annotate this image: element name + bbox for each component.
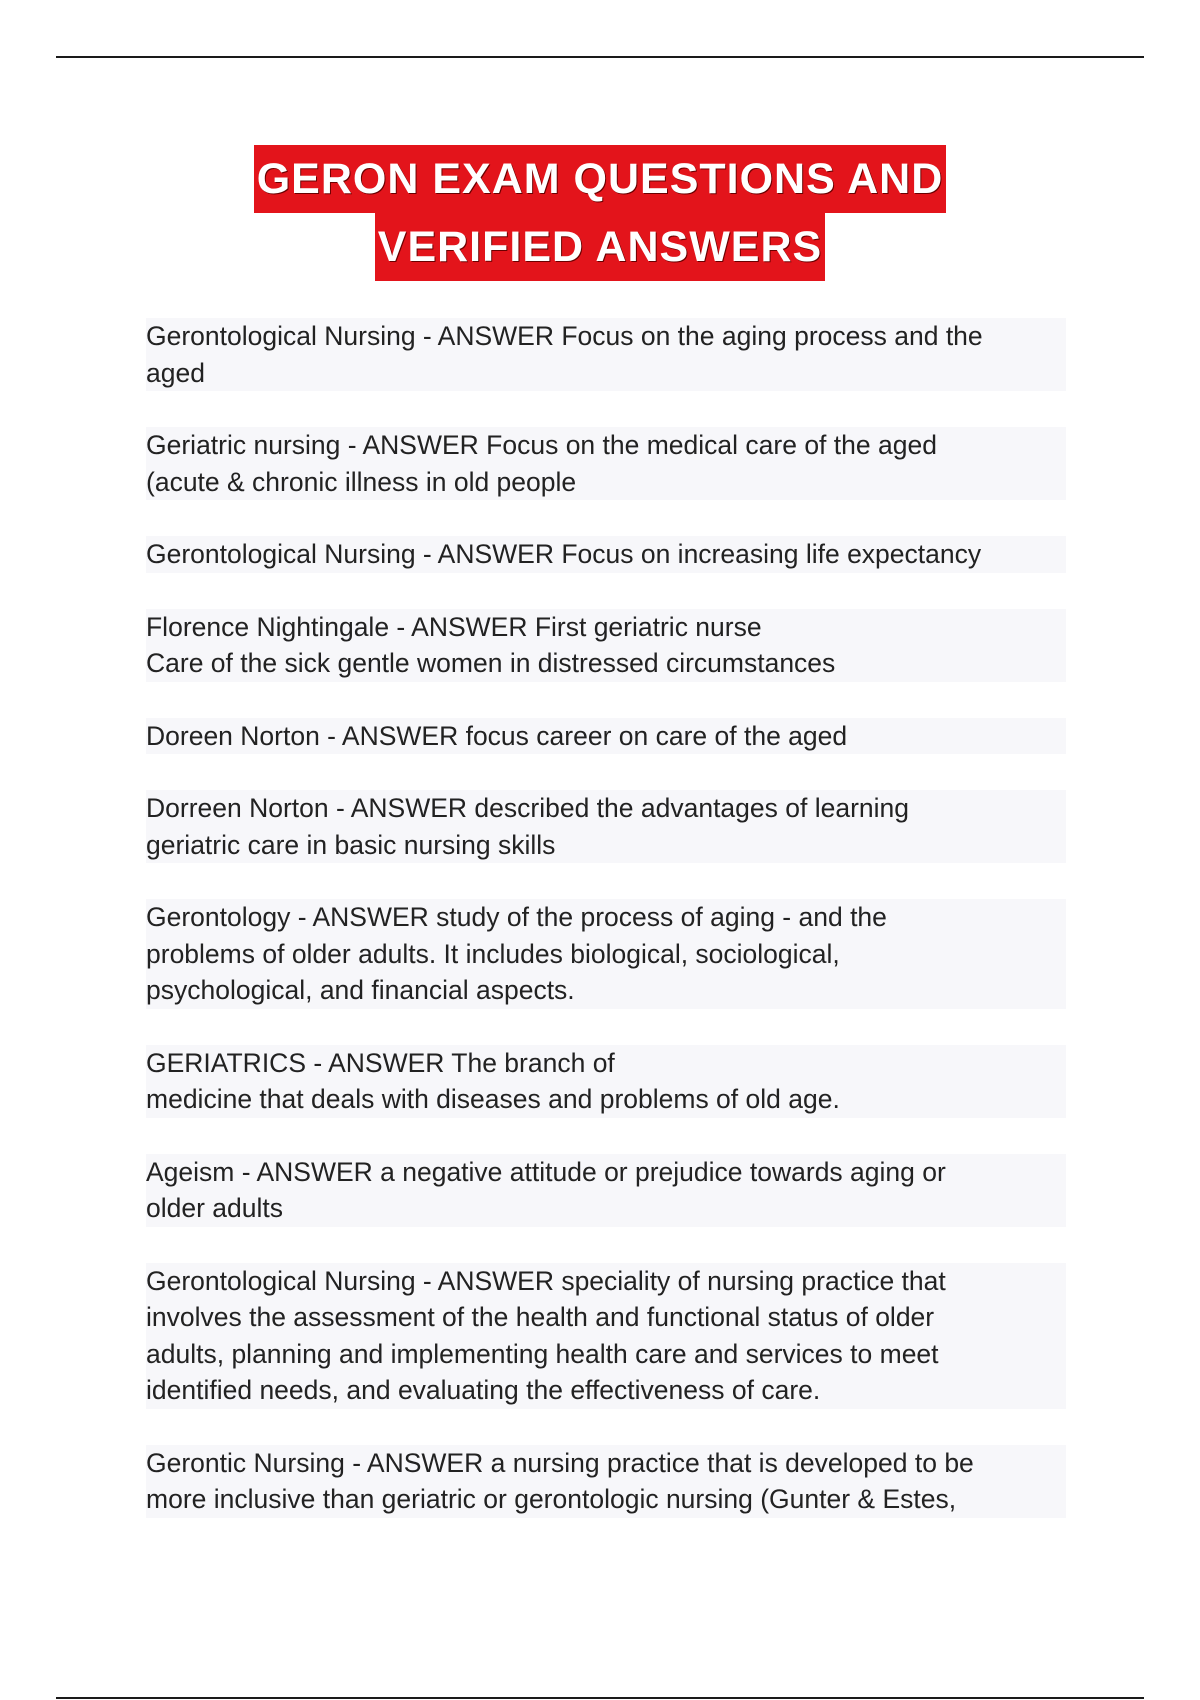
qa-item-line: Geriatric nursing - ANSWER Focus on the medical care of the aged xyxy=(146,430,937,460)
qa-item xyxy=(146,790,1066,863)
qa-item xyxy=(146,718,1066,755)
qa-item xyxy=(146,427,1066,500)
qa-item-line: older adults xyxy=(146,1193,284,1223)
qa-item-line: Gerontic Nursing - ANSWER a nursing practice that is developed to be xyxy=(146,1447,974,1478)
qa-item-line: Gerontological Nursing - ANSWER Focus on the aging process and the xyxy=(146,321,983,351)
qa-item-line: geriatric care in basic nursing skills xyxy=(146,829,556,860)
qa-item-line: Ageism - ANSWER a negative attitude or prejudice towards aging or xyxy=(146,1156,946,1187)
qa-item-line: adults, planning and implementing health care and services to meet xyxy=(146,1338,939,1369)
document-title xyxy=(0,145,1200,281)
qa-item-line: more inclusive than geriatric or gerontologic nursing (Gunter & Estes, xyxy=(146,1484,957,1514)
qa-item-line: Gerontological Nursing - ANSWER Focus on increasing life expectancy xyxy=(146,539,982,569)
qa-item xyxy=(146,1263,1066,1409)
qa-item xyxy=(146,318,1066,391)
qa-item-line: psychological, and financial aspects. xyxy=(146,975,575,1005)
qa-item xyxy=(146,536,1066,573)
title-line-1: GERON EXAM QUESTIONS AND xyxy=(254,145,947,213)
qa-item-line: identified needs, and evaluating the effectiveness of care. xyxy=(146,1375,821,1405)
qa-item-line: medicine that deals with diseases and problems of old age. xyxy=(146,1084,840,1114)
qa-item xyxy=(146,609,1066,682)
qa-item-line: aged xyxy=(146,357,205,388)
bottom-rule xyxy=(56,1697,1144,1699)
qa-item xyxy=(146,899,1066,1009)
qa-item-line: GERIATRICS - ANSWER The branch of xyxy=(146,1047,615,1078)
qa-item-line: Gerontological Nursing - ANSWER speciality of nursing practice that xyxy=(146,1265,946,1296)
title-line-2: VERIFIED ANSWERS xyxy=(375,213,825,281)
qa-item-line: Dorreen Norton - ANSWER described the advantages of learning xyxy=(146,793,910,823)
qa-item-line: Care of the sick gentle women in distressed circumstances xyxy=(146,648,836,678)
qa-item-line: involves the assessment of the health and functional status of older xyxy=(146,1302,935,1332)
qa-item-line: Doreen Norton - ANSWER focus career on care of the aged xyxy=(146,720,848,751)
top-rule xyxy=(56,56,1144,58)
qa-item-line: Florence Nightingale - ANSWER First geriatric nurse xyxy=(146,611,762,642)
qa-list xyxy=(146,318,1066,1554)
qa-item-line: (acute & chronic illness in old people xyxy=(146,466,577,497)
qa-item-line: Gerontology - ANSWER study of the process of aging - and the xyxy=(146,902,887,932)
qa-item-line: problems of older adults. It includes biological, sociological, xyxy=(146,938,840,969)
qa-item xyxy=(146,1445,1066,1518)
qa-item xyxy=(146,1154,1066,1227)
qa-item xyxy=(146,1045,1066,1118)
